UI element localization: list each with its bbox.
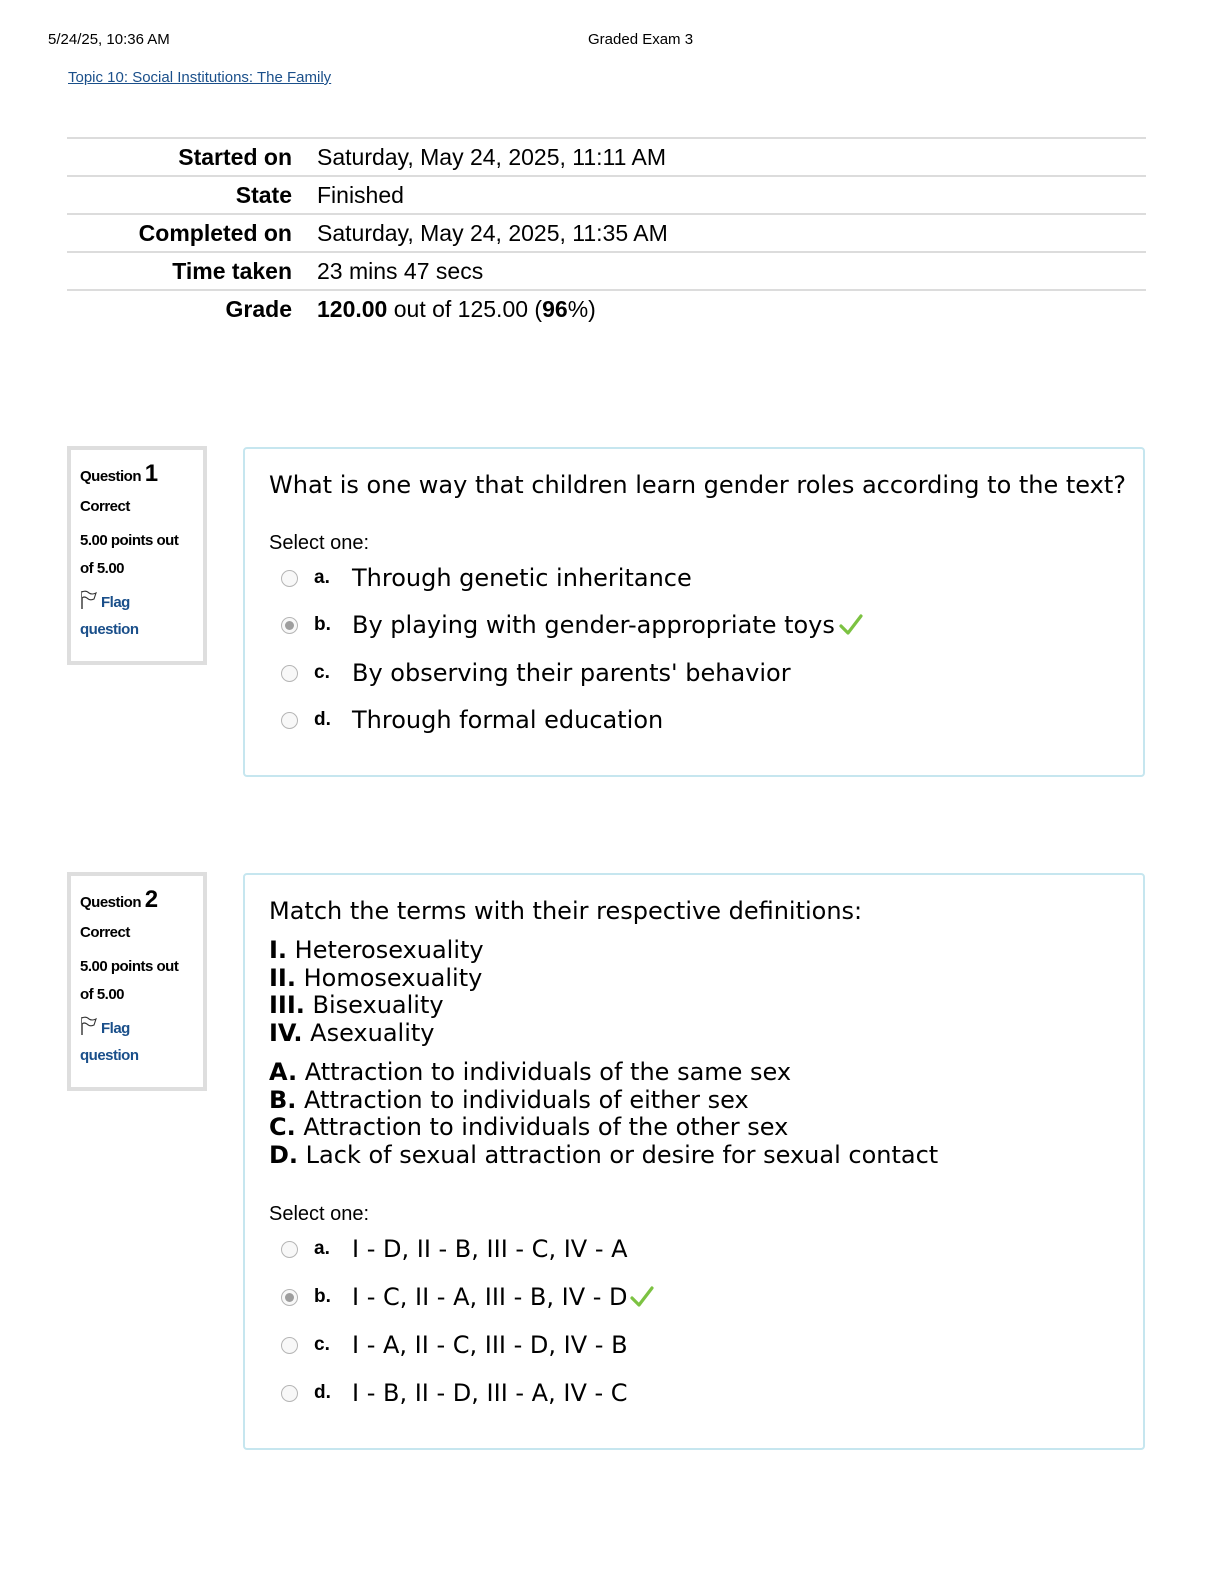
question-2-option-d[interactable] (281, 1378, 628, 1408)
question-1-option-c[interactable] (281, 658, 791, 688)
question-1-option-b[interactable] (281, 610, 863, 640)
flag-label-1: Flag (101, 1020, 130, 1037)
question-number: 2 (144, 886, 158, 913)
state-value: Finished (317, 176, 1146, 214)
option-text: Through genetic inheritance (352, 564, 692, 592)
question-2-option-b[interactable] (281, 1282, 654, 1312)
definition-item (269, 1059, 938, 1087)
question-2-flag[interactable] (80, 1015, 203, 1069)
grade-end: %) (567, 295, 596, 322)
question-1-info (67, 446, 207, 665)
time-value: 23 mins 47 secs (317, 252, 1146, 290)
flag-label-2: question (80, 1047, 139, 1064)
radio-a[interactable] (281, 1241, 298, 1258)
question-2-content (243, 873, 1145, 1450)
question-label: Question (80, 894, 142, 911)
option-text: I - D, II - B, III - C, IV - A (352, 1235, 628, 1263)
summary-row-state (67, 176, 1146, 214)
breadcrumb-link[interactable]: Topic 10: Social Institutions: The Family (68, 69, 332, 86)
question-2-option-a[interactable] (281, 1234, 628, 1264)
term-key: I. (269, 936, 288, 964)
question-1-text: What is one way that children learn gender roles according to the text? (269, 471, 1127, 499)
definition-key: A. (269, 1058, 298, 1086)
option-letter: b. (314, 1286, 331, 1307)
flag-label-2: question (80, 621, 139, 638)
question-1-number (80, 460, 203, 488)
flag-icon (80, 590, 98, 610)
attempt-summary-table (67, 137, 1146, 327)
grade-label: Grade (67, 290, 317, 327)
definitions-list (269, 1059, 938, 1169)
grade-line-1: 5.00 points out (80, 532, 179, 549)
radio-a[interactable] (281, 570, 298, 587)
summary-row-grade (67, 290, 1146, 327)
question-1-content (243, 447, 1145, 777)
definition-key: C. (269, 1113, 296, 1141)
question-1-option-d[interactable] (281, 705, 663, 735)
definition-key: D. (269, 1140, 299, 1169)
term-item (269, 992, 484, 1020)
print-date: 5/24/25, 10:36 AM (48, 31, 170, 48)
radio-c[interactable] (281, 1337, 298, 1354)
definition-item (269, 1087, 938, 1115)
option-text: By observing their parents' behavior (352, 659, 791, 687)
radio-d[interactable] (281, 712, 298, 729)
question-1-grade (80, 527, 203, 583)
option-letter: b. (314, 614, 331, 635)
question-2-select-label: Select one: (269, 1203, 370, 1225)
question-1-state: Correct (80, 498, 130, 515)
grade-value (317, 290, 1146, 327)
option-letter: d. (314, 1382, 331, 1403)
correct-check-icon (630, 1285, 654, 1309)
term-text: Homosexuality (295, 963, 483, 992)
term-item (269, 965, 484, 993)
definition-item (269, 1114, 938, 1142)
radio-b-selected[interactable] (281, 617, 298, 634)
completed-label: Completed on (67, 214, 317, 252)
term-key: IV. (269, 1018, 303, 1047)
question-2-number (80, 886, 203, 914)
term-key: III. (269, 991, 305, 1019)
option-text: By playing with gender-appropriate toys (352, 611, 835, 639)
question-label: Question (80, 468, 142, 485)
question-number: 1 (144, 460, 158, 487)
option-text: Through formal education (352, 706, 664, 734)
flag-label-1: Flag (101, 594, 130, 611)
definition-text: Attraction to individuals of the other sex (295, 1113, 789, 1141)
grade-line-2: of 5.00 (80, 986, 125, 1003)
definition-item (269, 1142, 938, 1170)
correct-check-icon (839, 613, 863, 637)
radio-b-selected[interactable] (281, 1289, 298, 1306)
question-2-state: Correct (80, 924, 130, 941)
option-text: I - A, II - C, III - D, IV - B (352, 1331, 628, 1359)
question-1-select-label: Select one: (269, 532, 370, 554)
question-2-option-c[interactable] (281, 1330, 628, 1360)
summary-row-completed (67, 214, 1146, 252)
started-value: Saturday, May 24, 2025, 11:11 AM (317, 138, 1146, 176)
option-letter: c. (314, 1334, 330, 1355)
term-text: Asexuality (302, 1018, 435, 1047)
question-1-flag[interactable] (80, 589, 203, 643)
term-key: II. (269, 963, 296, 992)
summary-row-time (67, 252, 1146, 290)
summary-row-started (67, 138, 1146, 176)
time-label: Time taken (67, 252, 317, 290)
radio-c[interactable] (281, 665, 298, 682)
option-text: I - C, II - A, III - B, IV - D (352, 1283, 628, 1311)
flag-icon (80, 1016, 98, 1036)
started-label: Started on (67, 138, 317, 176)
question-2-grade (80, 953, 203, 1009)
option-letter: a. (314, 1238, 330, 1259)
state-label: State (67, 176, 317, 214)
question-2-info (67, 872, 207, 1091)
option-letter: c. (314, 662, 330, 683)
completed-value: Saturday, May 24, 2025, 11:35 AM (317, 214, 1146, 252)
term-item (269, 1020, 484, 1048)
term-text: Bisexuality (304, 991, 444, 1019)
question-2-text: Match the terms with their respective definitions: (269, 897, 863, 925)
grade-percent: 96 (542, 295, 568, 322)
definition-text: Attraction to individuals of the same sex (297, 1058, 792, 1086)
term-item (269, 937, 484, 965)
option-letter: d. (314, 709, 331, 730)
term-text: Heterosexuality (287, 936, 484, 964)
definition-text: Attraction to individuals of either sex (296, 1085, 749, 1114)
grade-out-of: out of 125.00 ( (387, 295, 543, 322)
radio-d[interactable] (281, 1385, 298, 1402)
question-1-option-a[interactable] (281, 563, 692, 593)
option-text: I - B, II - D, III - A, IV - C (352, 1379, 628, 1407)
option-letter: a. (314, 567, 330, 588)
grade-line-1: 5.00 points out (80, 958, 179, 975)
terms-list (269, 937, 484, 1047)
definition-text: Lack of sexual attraction or desire for sexual contact (298, 1140, 939, 1169)
grade-score: 120.00 (317, 295, 388, 322)
print-title: Graded Exam 3 (588, 31, 694, 48)
definition-key: B. (269, 1085, 297, 1114)
grade-line-2: of 5.00 (80, 560, 125, 577)
